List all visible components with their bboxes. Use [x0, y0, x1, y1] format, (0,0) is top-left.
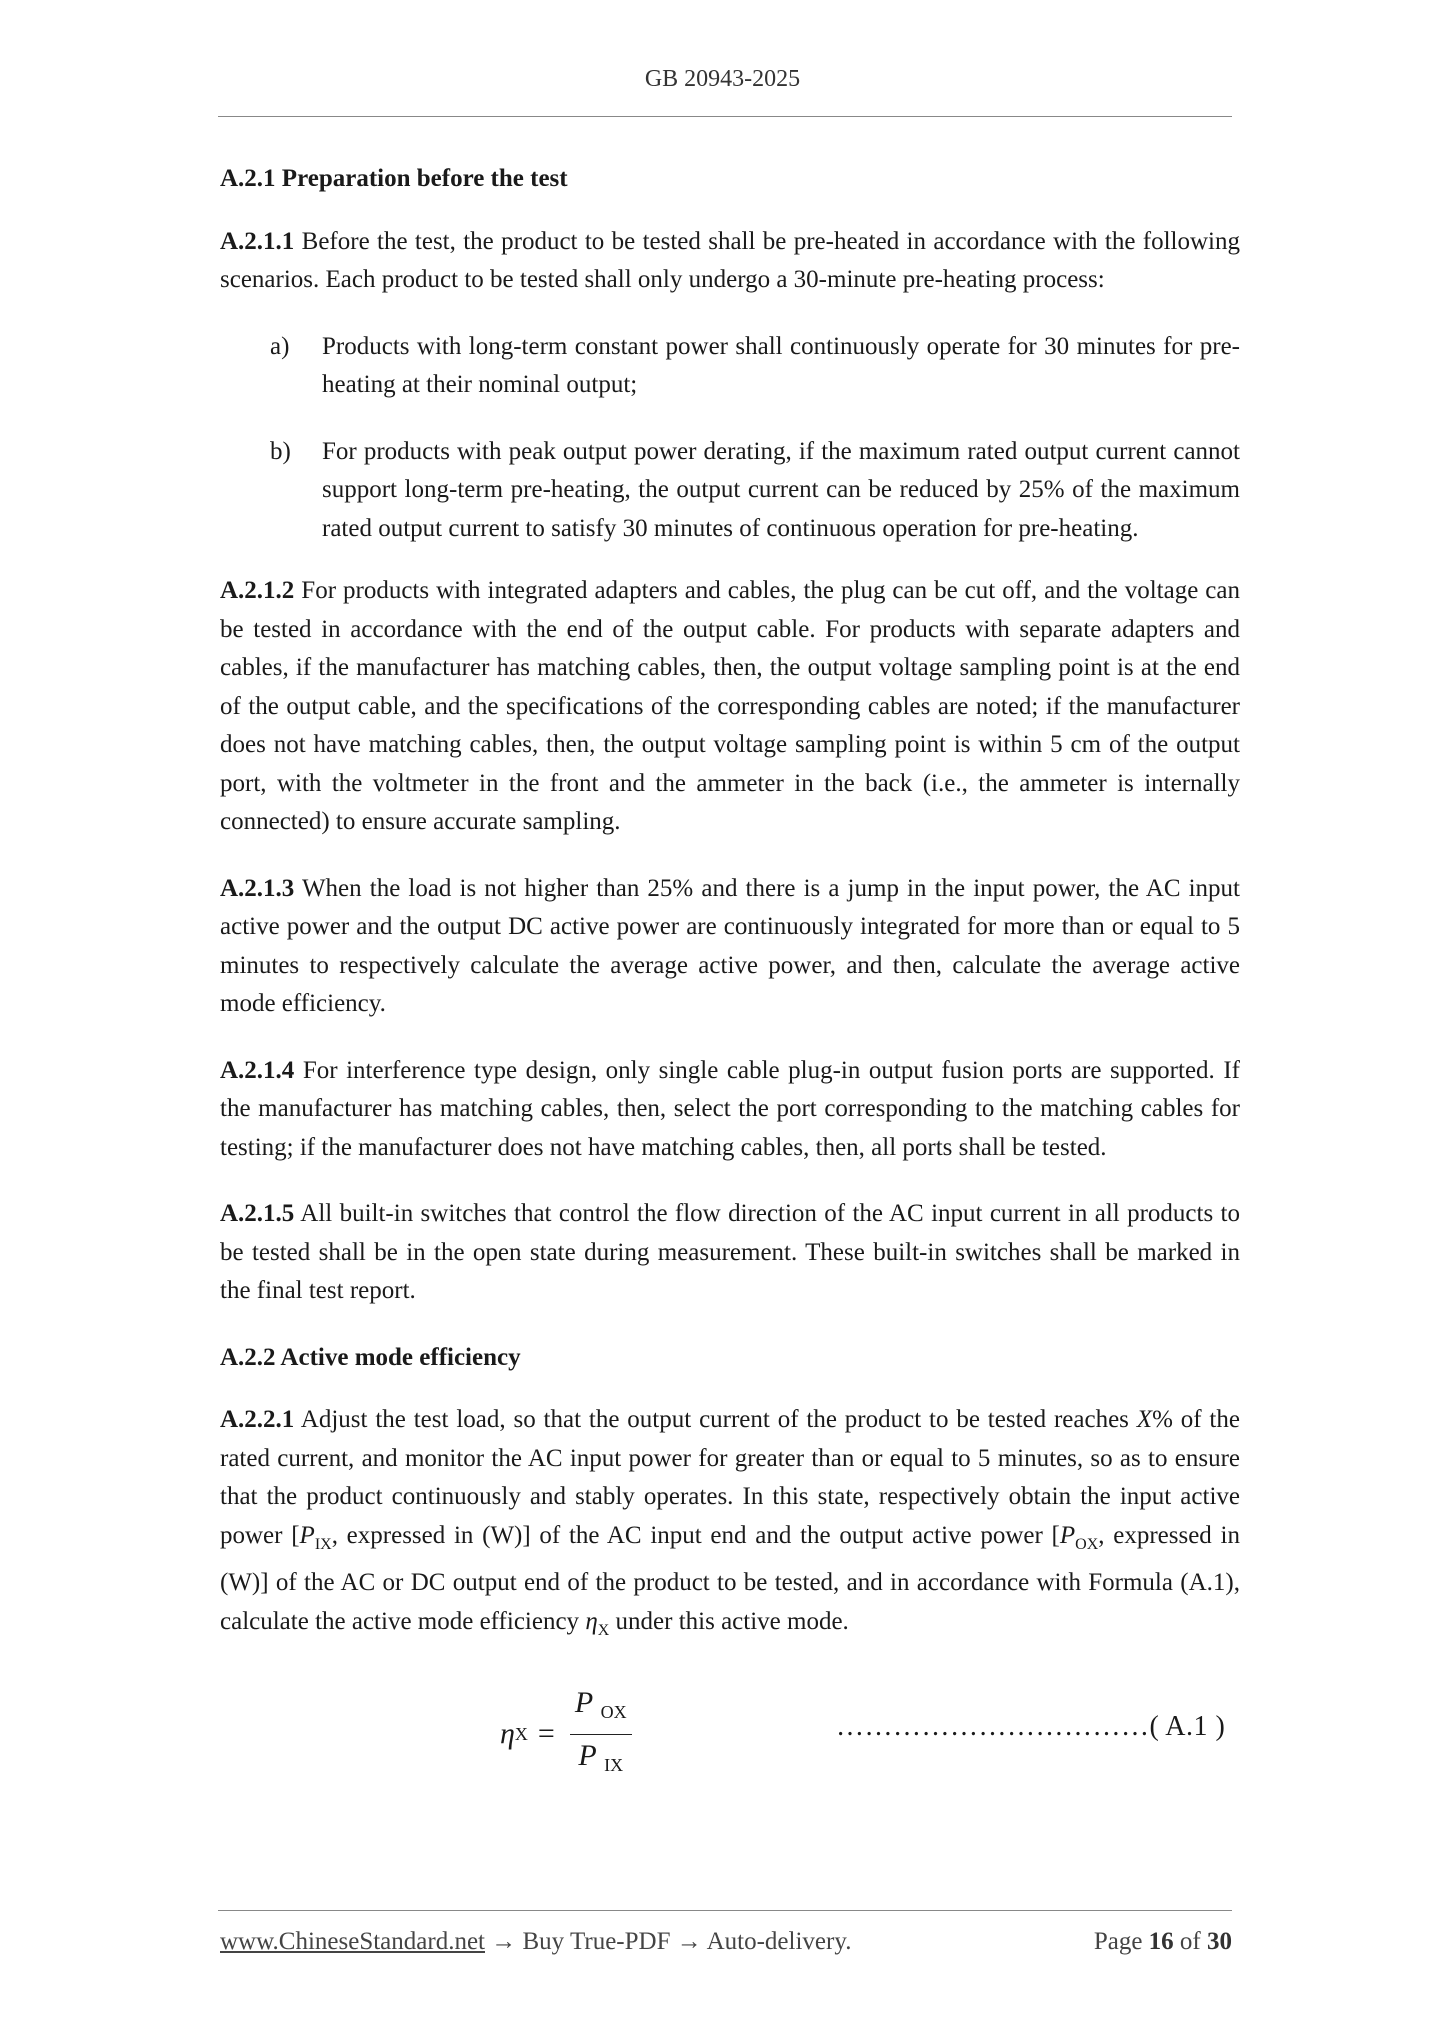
- formula-a1: [220, 1678, 1240, 1788]
- list-item-label: b): [270, 437, 291, 465]
- formula-lhs: η: [500, 1716, 515, 1750]
- clause-text: Adjust the test load, so that the output current of the product to be tested reaches: [294, 1406, 1137, 1433]
- clause-number: A.2.1.2: [220, 577, 295, 604]
- fraction-numerator: [569, 1684, 633, 1732]
- variable-p-ix: P: [299, 1521, 315, 1549]
- clause-text: , expressed in (W)] of the AC or DC output end of the product to be tested, and in accordance with Formula (A.1), calculate the active mode efficiency: [220, 1521, 1240, 1635]
- page-footer: [220, 1928, 1232, 1956]
- clause-number: A.2.1.1: [220, 227, 295, 255]
- footer-promo-text: → Buy True-PDF → Auto-delivery.: [485, 1928, 852, 1955]
- clause-text: Before the test, the product to be tested shall be pre-heated in accordance with the following scenarios. Each product to be tested shall only undergo a 30-minute pre-heating process:: [220, 227, 1240, 293]
- page-of: of: [1179, 1928, 1201, 1955]
- subscript-x: X: [597, 1621, 610, 1639]
- footer-promo: [220, 1928, 851, 1956]
- list-item-label: a): [270, 332, 290, 360]
- variable-x: X: [1136, 1406, 1153, 1433]
- fraction-denominator: [572, 1737, 629, 1785]
- clause-text: For interference type design, only single cable plug-in output fusion ports are supported. If the manufacturer has matching cables, then, select the port corresponding to the matching cables for testing; if the manufacturer does not have matching cables, then, all ports shall be tested.: [220, 1056, 1240, 1161]
- subscript-ix: IX: [314, 1535, 332, 1553]
- clause-number: A.2.1.5: [220, 1200, 295, 1227]
- formula-lhs-subscript: X: [514, 1723, 528, 1744]
- page-current: 16: [1148, 1928, 1174, 1955]
- clause-a213: [220, 870, 1240, 1024]
- page-number: [1094, 1928, 1232, 1956]
- clause-text: , expressed in (W)] of the AC input end and the output active power [: [331, 1521, 1060, 1549]
- page-label: Page: [1093, 1928, 1143, 1955]
- header-divider: [218, 116, 1232, 117]
- list-item-text: Products with long-term constant power shall continuously operate for 30 minutes for pre-heating at their nominal output;: [322, 332, 1240, 398]
- section-heading-a22: A.2.2 Active mode efficiency: [220, 1343, 521, 1371]
- clause-a215: [220, 1195, 1240, 1311]
- subscript-ox: OX: [1075, 1535, 1099, 1553]
- website-link[interactable]: www.ChineseStandard.net: [220, 1928, 485, 1955]
- clause-a212: [220, 572, 1240, 842]
- clause-number: A.2.2.1: [220, 1406, 295, 1433]
- page-header: GB 20943-2025: [644, 66, 801, 92]
- document-body: [220, 160, 1240, 1788]
- clause-a211: [220, 223, 1240, 300]
- formula-fraction: [569, 1684, 633, 1784]
- page-total: 30: [1207, 1928, 1232, 1955]
- variable-eta: η: [585, 1607, 598, 1635]
- fraction-bar: [570, 1734, 632, 1735]
- denominator-subscript: IX: [604, 1754, 624, 1775]
- footer-divider: [218, 1910, 1232, 1911]
- numerator-symbol: P: [574, 1686, 594, 1719]
- list-item: [220, 433, 1240, 549]
- clause-text: For products with integrated adapters and cables, the plug can be cut off, and the voltage can be tested in accordance with the end of the output cable. For products with separate adapters and cables, if the manufacturer has matching cables, then, the output voltage sampling point is at the end of the output cable, and the specifications of the corresponding cables are noted; if the manufacturer does not have matching cables, then, the output voltage sampling point is within 5 cm of the output port, with the voltmeter in the front and the ammeter in the back (i.e., the ammeter is internally connected) to ensure accurate sampling.: [220, 577, 1240, 835]
- list-item: [220, 328, 1240, 405]
- list-item-text: For products with peak output power derating, if the maximum rated output current cannot support long-term pre-heating, the output current can be reduced by 25% of the maximum rated output current to satisfy 30 minutes of continuous operation for pre-heating.: [322, 437, 1240, 542]
- section-heading-a21: A.2.1 Preparation before the test: [220, 165, 568, 192]
- clause-text: All built-in switches that control the flow direction of the AC input current in all products to be tested shall be in the open state during measurement. These built-in switches shall be marked in the final test report.: [220, 1200, 1240, 1304]
- denominator-symbol: P: [578, 1738, 597, 1772]
- clause-number: A.2.1.4: [220, 1056, 295, 1084]
- formula-expression: [500, 1684, 633, 1784]
- clause-text: under this active mode.: [609, 1607, 849, 1635]
- clause-number: A.2.1.3: [220, 874, 295, 902]
- clause-a221: [220, 1401, 1240, 1650]
- numerator-subscript: OX: [600, 1702, 627, 1722]
- clause-text: When the load is not higher than 25% and there is a jump in the input power, the AC input active power and the output DC active power are continuously integrated for more than or equal to 5 minutes to respectively calculate the average active power, and then, calculate the average active mode efficiency.: [220, 874, 1240, 1017]
- clause-a214: [220, 1052, 1240, 1168]
- formula-number: ……………………………( A.1 ): [836, 1711, 1226, 1742]
- variable-p-ox: P: [1059, 1521, 1076, 1549]
- formula-equals: =: [537, 1716, 555, 1750]
- clause-text: % of the rated current, and monitor the AC input power for greater than or equal to 5 minutes, so as to ensure that the product continuously and stably operates. In this state, respectively obtain the input active power [: [220, 1406, 1240, 1549]
